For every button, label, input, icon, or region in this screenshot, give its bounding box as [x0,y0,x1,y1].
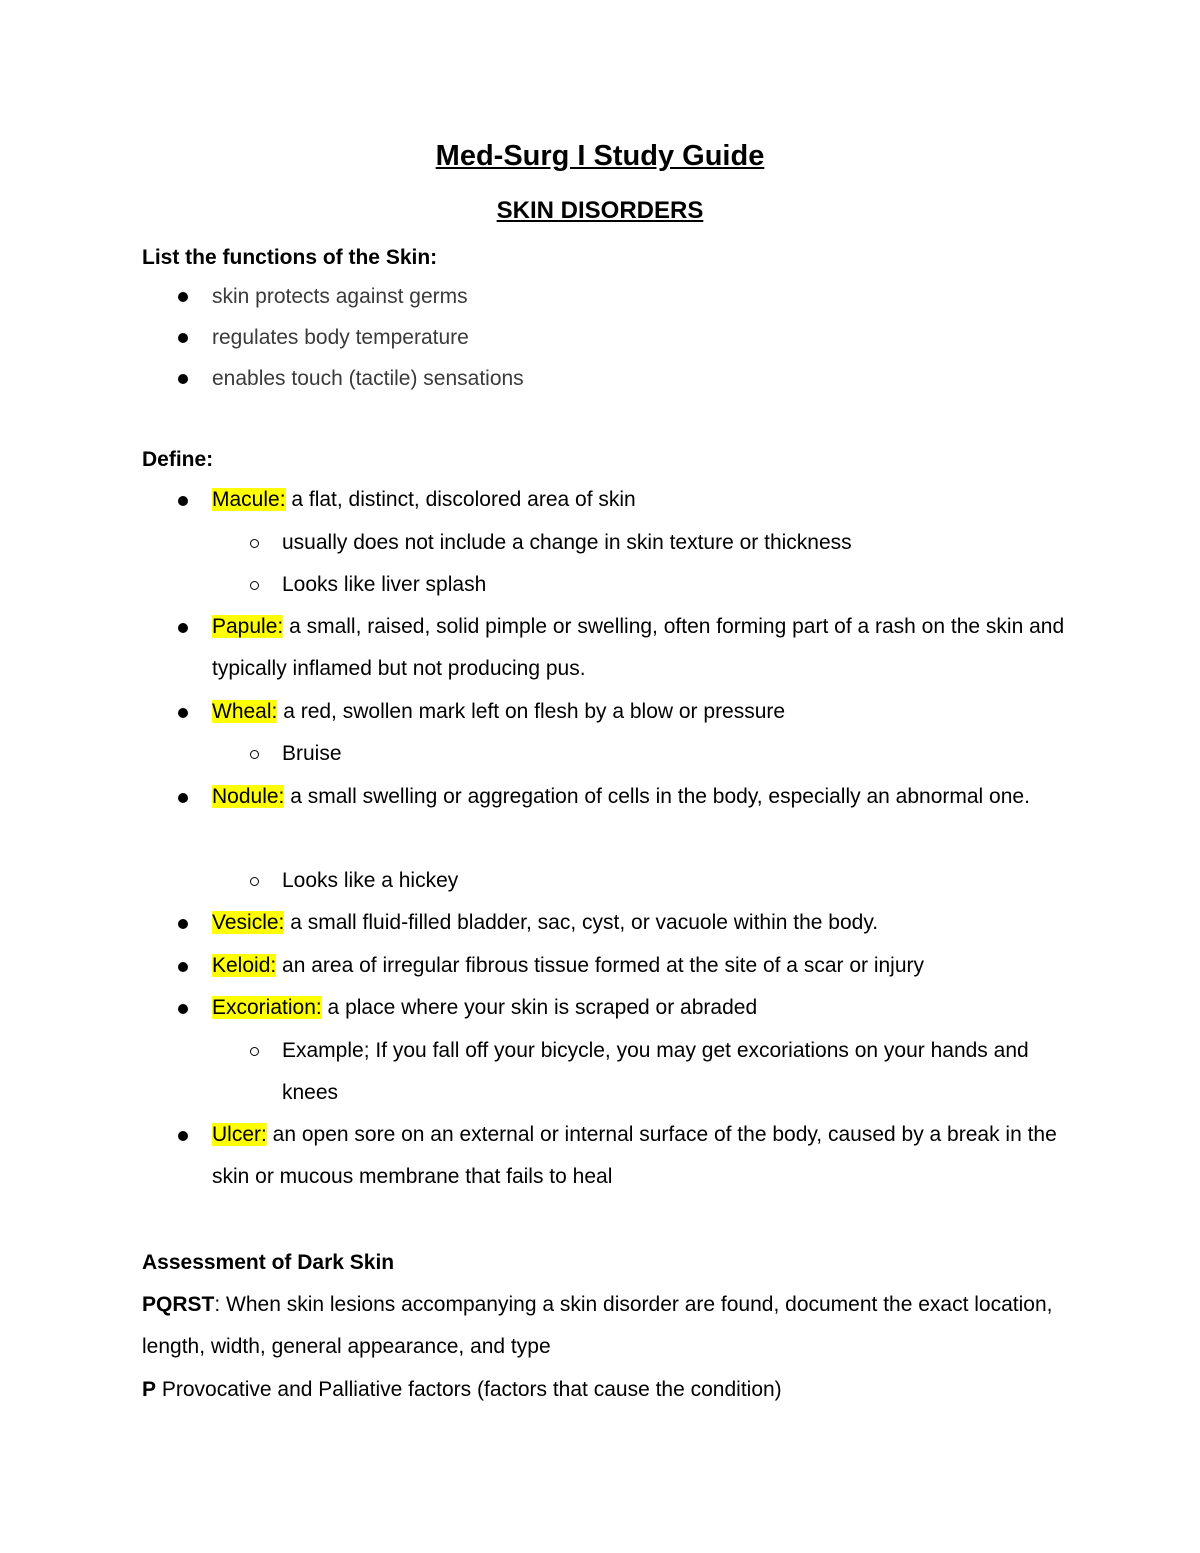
bullet-icon [178,374,188,384]
p-factor-line [142,1378,782,1402]
term-keloid: Keloid: [212,954,277,977]
assessment-heading: Assessment of Dark Skin [142,1251,395,1274]
definition-text: an area of irregular fibrous tissue formed at the site of a scar or injury [276,954,925,977]
term-vesicle: Vesicle: [212,911,285,934]
bullet-icon [178,962,188,972]
pqrst-paragraph [142,1284,1072,1368]
sub-item: Bruise [282,742,342,765]
define-heading: Define: [142,448,214,471]
sub-item: Looks like a hickey [282,869,459,892]
definition-item-vesicle [212,911,878,935]
function-item: skin protects against germs [212,285,468,308]
function-item: enables touch (tactile) sensations [212,367,524,390]
pqrst-text: : When skin lesions accompanying a skin disorder are found, document the exact location, length, width, general appearance, and type [142,1293,1053,1358]
term-papule: Papule: [212,615,284,638]
term-ulcer: Ulcer: [212,1123,267,1146]
bullet-icon [178,292,188,302]
definition-item-wheal [212,700,785,724]
p-text: Provocative and Palliative factors (factors that cause the condition) [156,1378,782,1401]
bullet-icon [178,708,188,718]
circle-bullet-icon [250,539,259,548]
section-title: SKIN DISORDERS [496,197,704,224]
definition-item-nodule [212,776,1092,818]
definition-text: a small swelling or aggregation of cells in the body, especially an abnormal one. [284,785,1030,808]
definition-item-keloid [212,954,924,978]
sub-item: Looks like liver splash [282,573,487,596]
bullet-icon [178,623,188,633]
circle-bullet-icon [250,1047,259,1056]
definition-text: a place where your skin is scraped or abraded [321,996,758,1019]
definition-text: a red, swollen mark left on flesh by a blow or pressure [277,700,786,723]
definition-item-excoriation [212,996,757,1020]
sub-item: usually does not include a change in skin texture or thickness [282,531,852,554]
definition-text: a small fluid-filled bladder, sac, cyst, or vacuole within the body. [284,911,879,934]
definition-text: an open sore on an external or internal surface of the body, caused by a break in the skin or mucous membrane that fails to heal [212,1123,1057,1188]
bullet-icon [178,333,188,343]
definition-item-papule [212,606,1092,690]
definition-item-ulcer [212,1114,1092,1198]
bullet-icon [178,793,188,803]
functions-heading: List the functions of the Skin: [142,246,438,269]
term-nodule: Nodule: [212,785,285,808]
circle-bullet-icon [250,581,259,590]
term-macule: Macule: [212,488,286,511]
bullet-icon [178,919,188,929]
term-wheal: Wheal: [212,700,278,723]
circle-bullet-icon [250,750,259,759]
term-excoriation: Excoriation: [212,996,322,1019]
p-label: P [142,1378,157,1401]
circle-bullet-icon [250,877,259,886]
bullet-icon [178,1131,188,1141]
document-title: Med-Surg I Study Guide [435,140,765,172]
pqrst-label: PQRST [142,1293,215,1316]
bullet-icon [178,1004,188,1014]
sub-item: Example; If you fall off your bicycle, you may get excoriations on your hands and knees [282,1039,1029,1104]
definition-text: a flat, distinct, discolored area of skin [285,488,636,511]
bullet-icon [178,496,188,506]
definition-item-macule [212,488,636,512]
definition-text: a small, raised, solid pimple or swelling, often forming part of a rash on the skin and typically inflamed but not producing pus. [212,615,1065,680]
function-item: regulates body temperature [212,326,469,349]
